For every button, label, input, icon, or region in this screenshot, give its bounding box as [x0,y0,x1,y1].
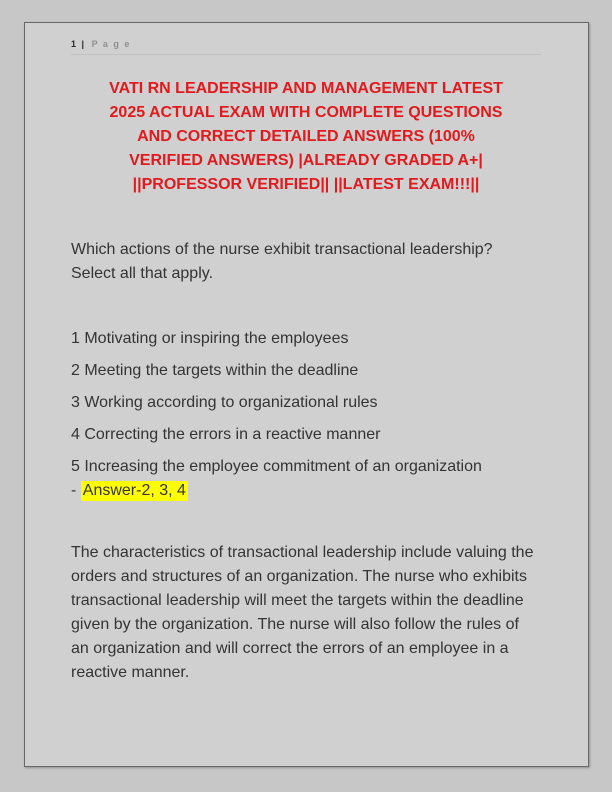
document-page [24,22,589,767]
title-line-1: VATI RN LEADERSHIP AND MANAGEMENT LATEST [109,80,503,97]
page-number: 1 [71,39,78,49]
page-header [71,38,541,55]
title-line-4: VERIFIED ANSWERS) |ALREADY GRADED A+| [129,152,483,169]
answer-prefix: - [71,482,81,499]
title-line-5: ||PROFESSOR VERIFIED|| ||LATEST EXAM!!!|| [132,176,480,193]
option-2: 2 Meeting the targets within the deadline [71,362,359,379]
page-header-divider: | [81,39,86,49]
page-header-label: P a g e [91,39,131,49]
question-text: Which actions of the nurse exhibit transactional leadership? Select all that apply. [71,241,493,282]
explanation-text: The characteristics of transactional leadership include valuing the orders and structures of an organization. The nurse who exhibits transactional leadership will meet the targets within the deadline given by the organization. The nurse will also follow the rules of an organization and will correct the errors of an employee in a reactive manner. [71,544,534,681]
option-3: 3 Working according to organizational rules [71,394,378,411]
title-line-3: AND CORRECT DETAILED ANSWERS (100% [137,128,475,145]
option-1: 1 Motivating or inspiring the employees [71,330,349,347]
document-title [71,77,541,197]
options-list [71,327,541,503]
option-4: 4 Correcting the errors in a reactive manner [71,426,381,443]
option-5-text: 5 Increasing the employee commitment of an organization [71,458,482,475]
option-5 [71,455,541,503]
title-line-2: 2025 ACTUAL EXAM WITH COMPLETE QUESTIONS [109,104,503,121]
answer-highlight: Answer-2, 3, 4 [82,482,186,499]
